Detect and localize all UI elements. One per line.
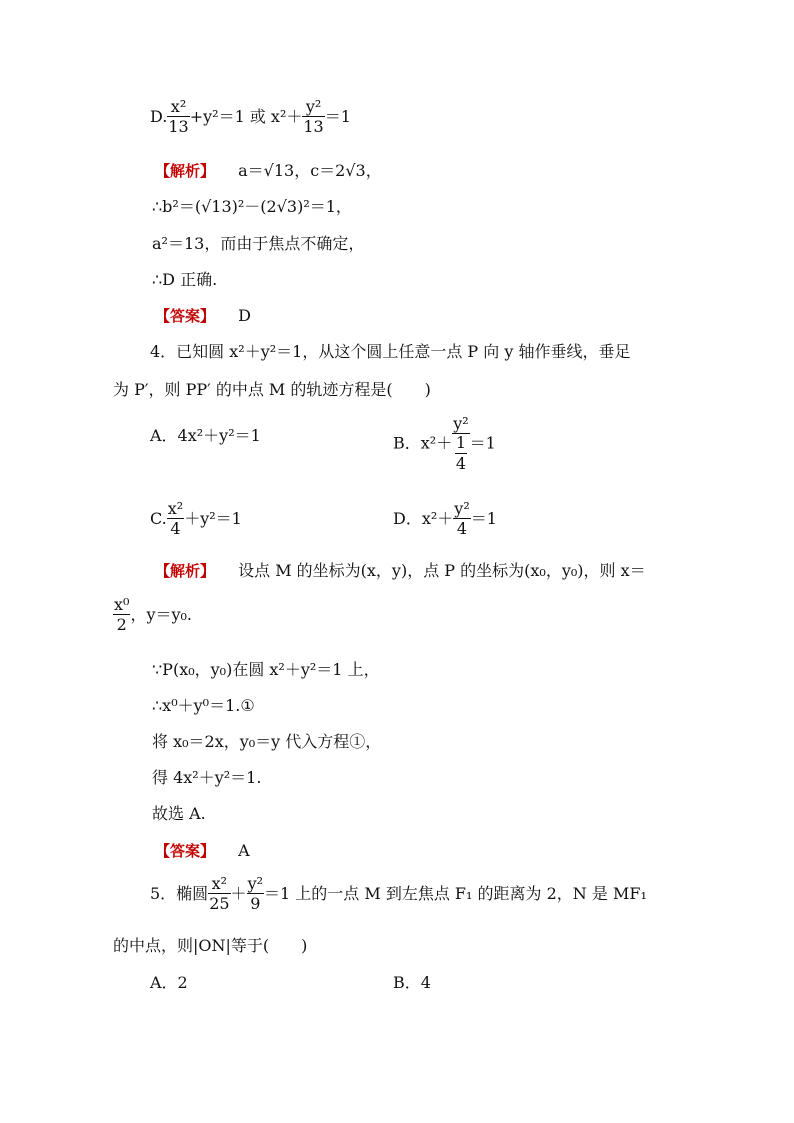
q4-analysis-line3: ∵P(x₀，y₀)在圆 x²＋y²＝1 上，: [152, 660, 380, 679]
q4-option-b-prefix: B．x²＋: [393, 433, 453, 453]
q5-plus: ＋: [230, 883, 247, 903]
q5-stem-rest: ＝1 上的一点 M 到左焦点 F₁ 的距离为 2，N 是 MF₁: [264, 883, 647, 903]
q4-option-d: [393, 500, 497, 539]
q4-option-d-prefix: D．x²＋: [393, 508, 454, 528]
q4-stem-line2: 为 P′，则 PP′ 的中点 M 的轨迹方程是( ): [113, 380, 431, 399]
q3-option-d-prefix: D.: [150, 106, 168, 126]
q3-option-d-frac2: $\frac{\text{y²}}{13}$: [303, 97, 324, 137]
q4-answer-tag: 【答案】: [155, 842, 216, 860]
q3-option-d-end: ＝1: [324, 106, 351, 126]
q3-option-d: [150, 98, 351, 137]
q3-answer-row: [155, 308, 251, 324]
q4-option-b-inner-frac: $\frac{1}{4}$: [455, 433, 467, 473]
q4-stem-line1: 4．已知圆 x²＋y²＝1，从这个圆上任意一点 P 向 y 轴作垂线，垂足: [150, 342, 631, 361]
q4-option-c: [150, 500, 242, 539]
q4-answer-row: [155, 843, 250, 859]
q3-analysis-line4: ∴D 正确.: [152, 270, 218, 289]
q4-analysis-row2: [113, 596, 192, 635]
q4-option-c-prefix: C.: [150, 508, 167, 528]
q5-option-b: B．4: [393, 973, 431, 992]
q4-analysis-line2-rest: ，y＝y₀.: [130, 604, 193, 624]
q4-analysis-tag: 【解析】: [155, 562, 216, 580]
q3-analysis-line3: a²＝13，而由于焦点不确定，: [152, 234, 365, 253]
q3-option-d-frac1: $\frac{\text{x²}}{13}$: [168, 97, 189, 137]
q5-stem-line2: 的中点，则|ON|等于( ): [113, 936, 308, 955]
q4-option-d-frac: $\frac{\text{y²}}{4}$: [454, 499, 470, 539]
q4-option-d-end: ＝1: [470, 508, 497, 528]
q3-analysis-line2: ∴b²＝(√13)²－(2√3)²＝1，: [152, 197, 352, 216]
q4-analysis-line4: ∴x⁰＋y⁰＝1.①: [152, 696, 255, 715]
q4-analysis-line7: 故选 A.: [152, 804, 206, 823]
q4-analysis-line6: 得 4x²＋y²＝1.: [152, 768, 262, 787]
q4-analysis-frac: $\frac{\text{x⁰}}{2}$: [114, 595, 130, 635]
q4-option-a: A．4x²＋y²＝1: [150, 426, 261, 445]
q3-answer-tag: 【答案】: [155, 307, 216, 325]
q4-analysis-row1: [155, 563, 646, 579]
q5-option-a: A．2: [150, 973, 188, 992]
q5-stem-prefix: 5．椭圆: [150, 883, 209, 903]
q4-analysis-line1: 设点 M 的坐标为(x，y)，点 P 的坐标为(x₀，y₀)，则 x＝: [238, 561, 646, 580]
q5-frac2: $\frac{\text{y²}}{9}$: [247, 874, 264, 914]
q4-option-c-frac: $\frac{\text{x²}}{4}$: [167, 499, 184, 539]
q3-answer: D: [238, 306, 251, 325]
q3-option-d-mid: +y²＝1 或 x²＋: [189, 106, 303, 126]
q4-option-b-frac: $\frac{\text{y²}}{\frac{1}{4}}$: [453, 414, 469, 473]
q4-answer: A: [238, 841, 250, 860]
q3-analysis-row1: [155, 163, 382, 179]
q5-frac1: $\frac{\text{x²}}{25}$: [209, 874, 230, 914]
q4-option-b-end: ＝1: [469, 433, 496, 453]
q4-option-c-end: ＋y²＝1: [184, 508, 242, 528]
q3-analysis-line1: a＝√13，c＝2√3，: [238, 161, 382, 180]
q4-analysis-line5: 将 x₀＝2x，y₀＝y 代入方程①，: [152, 732, 382, 751]
q4-option-b: [393, 415, 496, 473]
q3-analysis-tag: 【解析】: [155, 162, 216, 180]
q5-stem-line1: [150, 875, 647, 914]
